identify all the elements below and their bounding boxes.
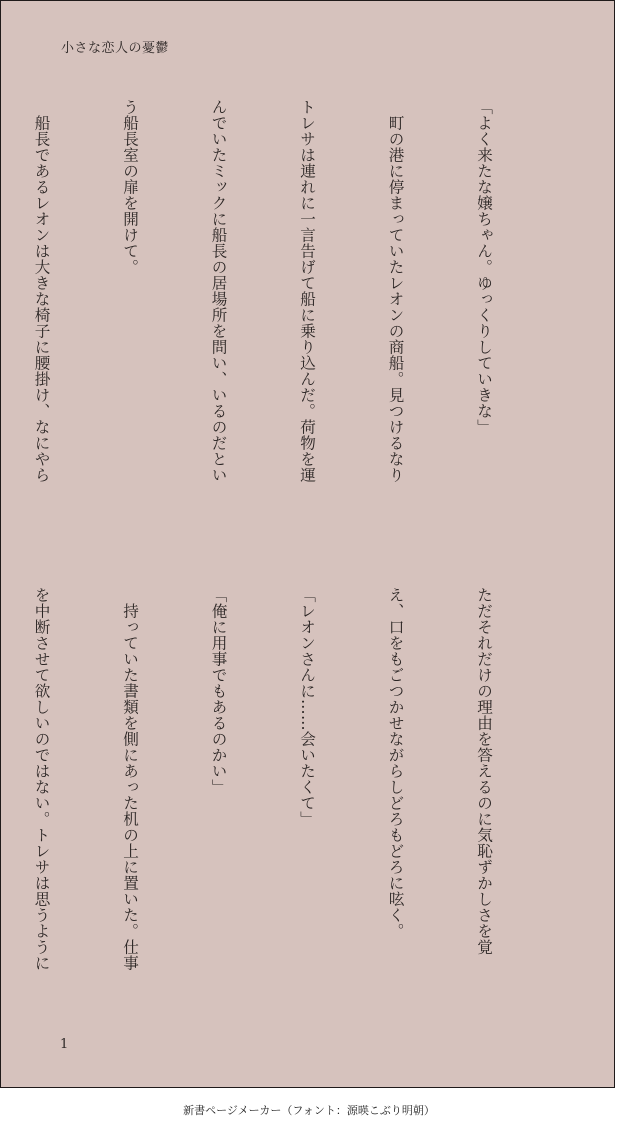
text-line: んでいたミックに船長の居場所を問い、いるのだとい <box>209 99 228 483</box>
text-line: 「俺に用事でもあるのかい」 <box>209 587 228 795</box>
text-line: 「よく来たな嬢ちゃん。ゆっくりしていきな」 <box>475 99 493 435</box>
text-line: ただそれだけの理由を答えるのに気恥ずかしさを覚 <box>475 587 493 955</box>
text-line: 船長であるレオンは大きな椅子に腰掛け、なにやら <box>32 99 51 483</box>
page-title: 小さな恋人の憂鬱 <box>61 41 170 56</box>
footer-credit: 新書ページメーカー（フォント：源暎こぶり明朝） <box>183 1104 435 1117</box>
text-line: を中断させて欲しいのではない。トレサは思うように <box>32 587 51 971</box>
bottom-text-block <box>0 587 557 1017</box>
top-text-block <box>0 99 557 539</box>
text-line: 町の港に停まっていたレオンの商船。見つけるなり <box>386 99 405 483</box>
text-line: う船長室の扉を開けて。 <box>121 99 139 275</box>
text-line: え、口をもごつかせながらしどろもどろに呟く。 <box>386 587 405 939</box>
page-number: 1 <box>60 1037 69 1052</box>
text-line: 「レオンさんに……会いたくて」 <box>298 587 316 827</box>
text-line: 持っていた書類を側にあった机の上に置いた。仕事 <box>121 587 139 971</box>
text-line: トレサは連れに一言告げて船に乗り込んだ。荷物を運 <box>298 99 316 483</box>
